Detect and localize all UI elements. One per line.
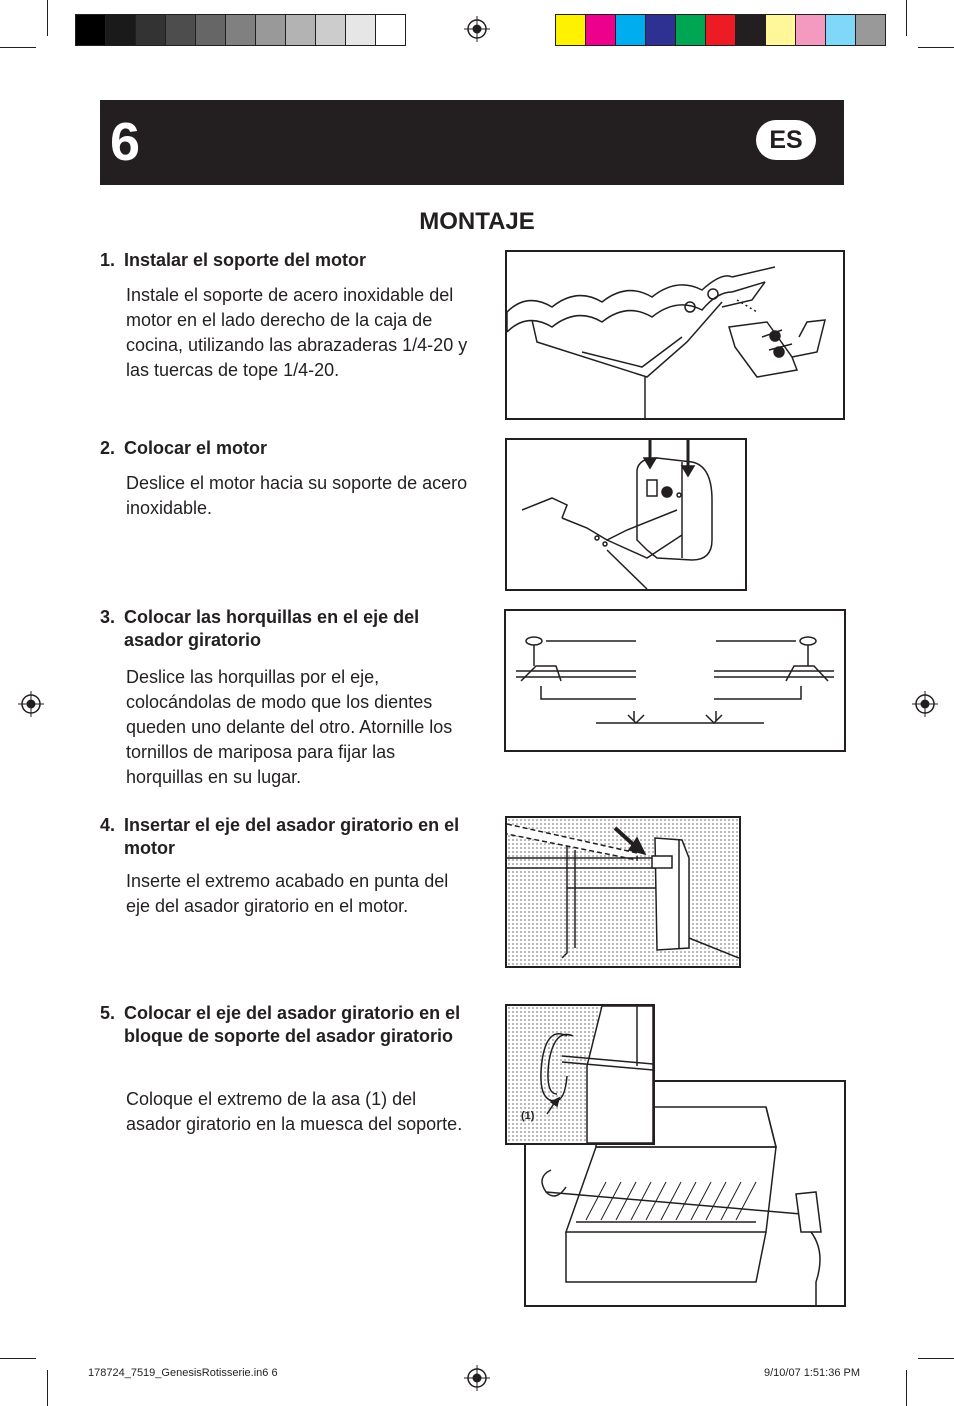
- color-swatch: [796, 15, 826, 45]
- step-heading: Colocar el motor: [124, 438, 268, 458]
- step-number: 2.: [100, 438, 116, 458]
- step-3-body: Deslice las horquillas por el eje, colocándolas de modo que los dientes queden uno delante del otro. Atornille los tornillos de mariposa para fijar las horquillas en su lugar.: [126, 667, 453, 787]
- color-swatch: [136, 15, 166, 45]
- section-title: MONTAJE: [419, 208, 535, 235]
- step-5-title: [100, 1002, 480, 1048]
- trim-mark: [0, 47, 36, 48]
- step-number: 1.: [100, 250, 116, 270]
- step-heading: Colocar el eje del asador giratorio en el bloque de soporte del asador giratorio: [124, 1003, 461, 1046]
- callout-label: (1): [521, 1110, 535, 1122]
- trim-mark: [906, 0, 907, 36]
- figure-forks-on-spit: [504, 609, 846, 752]
- color-swatch: [706, 15, 736, 45]
- color-swatch: [826, 15, 856, 45]
- color-swatch: [376, 15, 405, 45]
- trim-mark: [47, 1370, 48, 1406]
- trim-mark: [906, 1370, 907, 1406]
- step-5-body: Coloque el extremo de la asa (1) del asador giratorio en la muesca del soporte.: [126, 1089, 463, 1134]
- step-number: 5.: [100, 1003, 116, 1023]
- color-swatch: [226, 15, 256, 45]
- page-header-bar: [100, 100, 844, 185]
- registration-mark-icon: [464, 16, 490, 42]
- process-color-bar: [555, 14, 886, 46]
- trim-mark: [918, 47, 954, 48]
- color-swatch: [316, 15, 346, 45]
- step-number: 3.: [100, 607, 116, 627]
- registration-mark-icon: [464, 1365, 490, 1391]
- color-swatch: [766, 15, 796, 45]
- registration-mark-icon: [912, 691, 938, 717]
- page-number: 6: [110, 112, 141, 172]
- figure-motor-slide: [505, 438, 747, 591]
- step-4-title: [100, 814, 480, 860]
- color-swatch: [616, 15, 646, 45]
- color-swatch: [736, 15, 766, 45]
- step-3-title: [100, 606, 480, 652]
- grayscale-color-bar: [75, 14, 406, 46]
- trim-mark: [0, 1358, 36, 1359]
- registration-mark-icon: [18, 691, 44, 717]
- figure-spit-into-motor: [505, 816, 741, 968]
- step-2-title: [100, 437, 480, 460]
- figure-motor-bracket: [505, 250, 845, 420]
- color-swatch: [106, 15, 136, 45]
- step-1-body: Instale el soporte de acero inoxidable del motor en el lado derecho de la caja de cocina, utilizando las abrazaderas 1/4-20 y las tuercas de tope 1/4-20.: [126, 285, 468, 380]
- color-swatch: [286, 15, 316, 45]
- step-heading: Colocar las horquillas en el eje del asador giratorio: [124, 607, 420, 650]
- language-badge: ES: [756, 120, 816, 160]
- step-heading: Instalar el soporte del motor: [124, 250, 367, 270]
- step-heading: Insertar el eje del asador giratorio en el motor: [124, 815, 460, 858]
- color-swatch: [166, 15, 196, 45]
- color-swatch: [556, 15, 586, 45]
- footer-timestamp: 9/10/07 1:51:36 PM: [764, 1367, 861, 1379]
- step-1-title: [100, 249, 480, 272]
- trim-mark: [47, 0, 48, 36]
- step-4-body: Inserte el extremo acabado en punta del eje del asador giratorio en el motor.: [126, 871, 449, 916]
- step-number: 4.: [100, 815, 116, 835]
- color-swatch: [646, 15, 676, 45]
- color-swatch: [196, 15, 226, 45]
- color-swatch: [676, 15, 706, 45]
- figure-handle-detail-inset: [505, 1004, 655, 1145]
- color-swatch: [256, 15, 286, 45]
- color-swatch: [586, 15, 616, 45]
- footer-file-name: 178724_7519_GenesisRotisserie.in6 6: [88, 1367, 278, 1379]
- color-swatch: [346, 15, 376, 45]
- step-2-body: Deslice el motor hacia su soporte de acero inoxidable.: [126, 473, 468, 518]
- color-swatch: [76, 15, 106, 45]
- trim-mark: [918, 1358, 954, 1359]
- color-swatch: [856, 15, 885, 45]
